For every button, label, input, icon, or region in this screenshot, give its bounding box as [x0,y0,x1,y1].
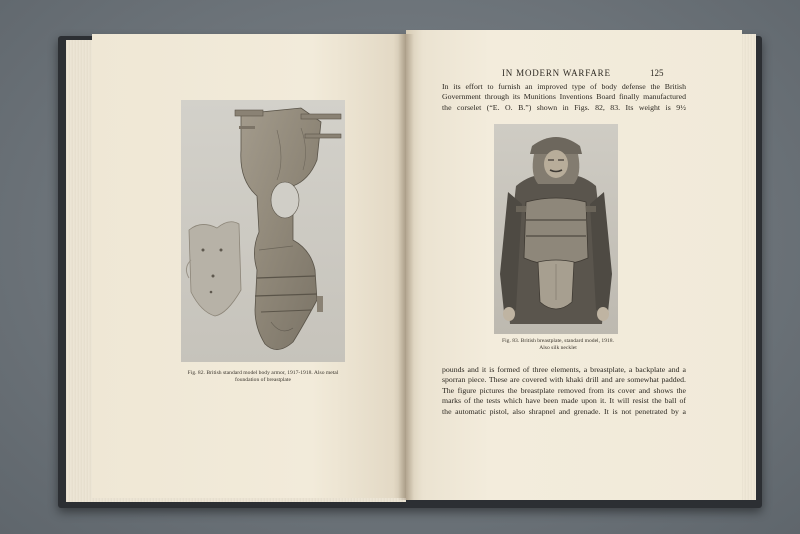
figure-83-photo [494,124,618,334]
book-gutter [398,34,414,500]
paragraph-bottom [442,365,686,417]
running-head [406,68,742,80]
text-line: In its effort to furnish an improved type of body defense the British [442,82,686,91]
soldier-breastplate-illustration [494,124,618,334]
figure-82-caption [172,370,354,384]
text-line: the corselet (“E. O. B.”) shown in Figs. 82, 83. Its weight is 9½ [442,102,686,112]
running-title: IN MODERN WARFARE [502,68,611,78]
figure-83-caption-line: Fig. 83. British breastplate, standard model, 1918. [501,338,614,344]
paragraph-top [442,82,686,113]
figure-82-caption-line: foundation of breastplate [235,377,291,383]
text-line: The figure pictures the breastplate removed from its cover and shows the [442,385,686,395]
text-line: the automatic pistol, also shrapnel and grenade. It is not penetrated by a [442,406,686,416]
body-armor-illustration [181,100,345,362]
figure-83-caption-line: Also silk necklet [539,345,577,351]
text-line: sporran piece. These are covered with khaki drill and are somewhat padded. [442,375,686,385]
right-page [406,30,742,500]
text-line: pounds and it is formed of three elements, a breastplate, a backplate and a [442,365,686,374]
figure-82-caption-line: Fig. 82. British standard model body armor, 1917-1918. Also metal [187,370,339,376]
figure-82-photo [181,100,345,362]
text-line: Government through its Munitions Inventions Board finally manufactured [442,92,686,102]
figure-83-caption [482,338,634,352]
page-number: 125 [650,68,664,78]
left-page [92,34,406,498]
text-line: marks of the tests which have been made upon it. It will resist the ball of [442,396,686,406]
